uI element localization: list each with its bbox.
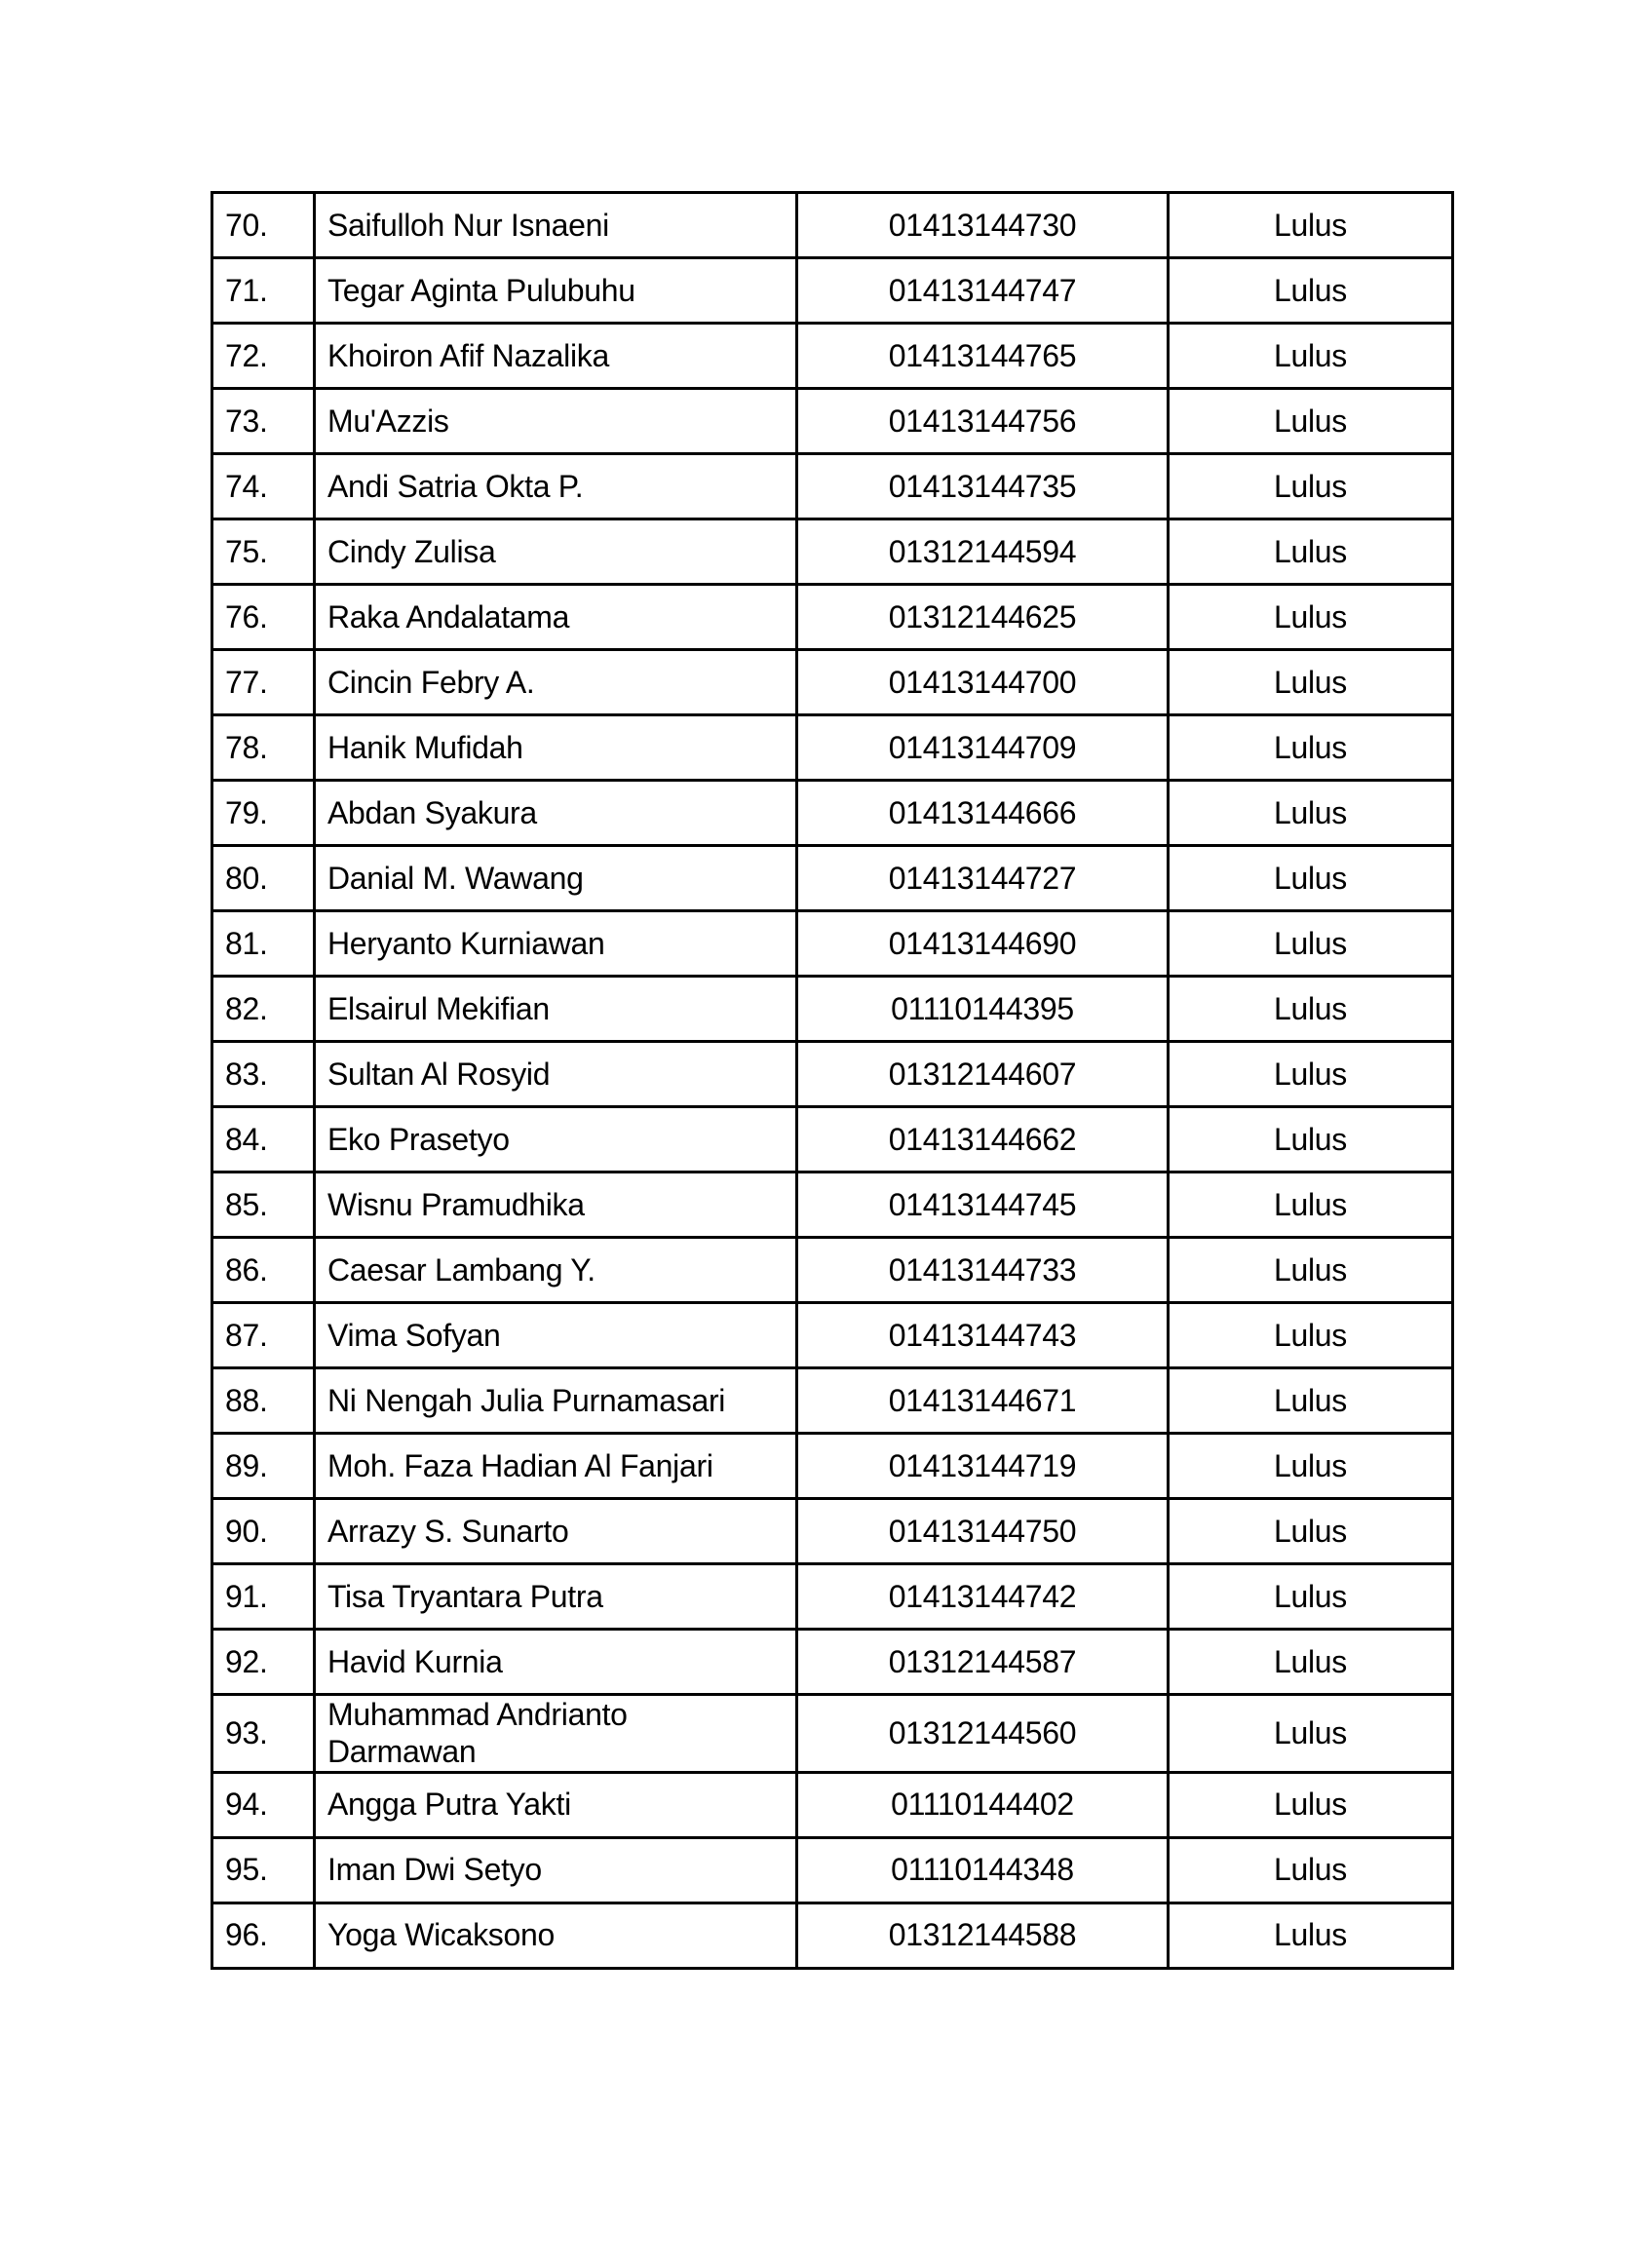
row-number: 95. xyxy=(212,1837,315,1903)
student-name xyxy=(315,1695,797,1773)
table-row xyxy=(212,324,1453,389)
table-row xyxy=(212,650,1453,715)
status: Lulus xyxy=(1169,911,1453,977)
table-row xyxy=(212,1107,1453,1172)
student-name: Iman Dwi Setyo xyxy=(315,1837,797,1903)
student-name: Wisnu Pramudhika xyxy=(315,1172,797,1238)
status: Lulus xyxy=(1169,1630,1453,1695)
student-id: 01312144587 xyxy=(797,1630,1169,1695)
table-row xyxy=(212,1042,1453,1107)
table-row xyxy=(212,1303,1453,1368)
student-graduation-table xyxy=(211,191,1454,1970)
row-number: 80. xyxy=(212,846,315,911)
row-number: 93. xyxy=(212,1695,315,1773)
student-id: 01110144348 xyxy=(797,1837,1169,1903)
student-name-line-2: Darmawan xyxy=(327,1734,477,1770)
student-name: Andi Satria Okta P. xyxy=(315,454,797,519)
row-number: 89. xyxy=(212,1434,315,1499)
student-name: Tisa Tryantara Putra xyxy=(315,1564,797,1630)
student-id: 01413144765 xyxy=(797,324,1169,389)
status: Lulus xyxy=(1169,1368,1453,1434)
student-name: Mu'Azzis xyxy=(315,389,797,454)
table-row xyxy=(212,781,1453,846)
status: Lulus xyxy=(1169,389,1453,454)
status: Lulus xyxy=(1169,1903,1453,1968)
table-row xyxy=(212,1499,1453,1564)
status: Lulus xyxy=(1169,1042,1453,1107)
student-name: Havid Kurnia xyxy=(315,1630,797,1695)
status: Lulus xyxy=(1169,1434,1453,1499)
student-id: 01312144594 xyxy=(797,519,1169,585)
status: Lulus xyxy=(1169,258,1453,324)
table-row xyxy=(212,1837,1453,1903)
student-name: Elsairul Mekifian xyxy=(315,977,797,1042)
row-number: 96. xyxy=(212,1903,315,1968)
student-id: 01413144662 xyxy=(797,1107,1169,1172)
student-id: 01312144607 xyxy=(797,1042,1169,1107)
student-name: Raka Andalatama xyxy=(315,585,797,650)
student-name-line-1: Muhammad Andrianto xyxy=(327,1697,628,1732)
status: Lulus xyxy=(1169,1695,1453,1773)
table-row xyxy=(212,1564,1453,1630)
student-id: 01413144700 xyxy=(797,650,1169,715)
student-name: Tegar Aginta Pulubuhu xyxy=(315,258,797,324)
row-number: 79. xyxy=(212,781,315,846)
student-name: Cincin Febry A. xyxy=(315,650,797,715)
status: Lulus xyxy=(1169,1238,1453,1303)
row-number: 81. xyxy=(212,911,315,977)
table-row xyxy=(212,193,1453,258)
table-row xyxy=(212,519,1453,585)
student-name: Heryanto Kurniawan xyxy=(315,911,797,977)
student-id: 01413144671 xyxy=(797,1368,1169,1434)
table-row xyxy=(212,389,1453,454)
student-name: Yoga Wicaksono xyxy=(315,1903,797,1968)
student-name: Arrazy S. Sunarto xyxy=(315,1499,797,1564)
row-number: 70. xyxy=(212,193,315,258)
table-row xyxy=(212,585,1453,650)
row-number: 88. xyxy=(212,1368,315,1434)
student-id: 01413144730 xyxy=(797,193,1169,258)
student-id: 01413144742 xyxy=(797,1564,1169,1630)
student-id: 01413144690 xyxy=(797,911,1169,977)
status: Lulus xyxy=(1169,324,1453,389)
status: Lulus xyxy=(1169,193,1453,258)
row-number: 92. xyxy=(212,1630,315,1695)
student-id: 01413144756 xyxy=(797,389,1169,454)
row-number: 90. xyxy=(212,1499,315,1564)
row-number: 84. xyxy=(212,1107,315,1172)
status: Lulus xyxy=(1169,1303,1453,1368)
row-number: 74. xyxy=(212,454,315,519)
row-number: 86. xyxy=(212,1238,315,1303)
row-number: 85. xyxy=(212,1172,315,1238)
student-name: Sultan Al Rosyid xyxy=(315,1042,797,1107)
student-id: 01413144745 xyxy=(797,1172,1169,1238)
student-id: 01413144750 xyxy=(797,1499,1169,1564)
row-number: 73. xyxy=(212,389,315,454)
student-id: 01413144747 xyxy=(797,258,1169,324)
student-id: 01413144733 xyxy=(797,1238,1169,1303)
student-name: Danial M. Wawang xyxy=(315,846,797,911)
table-row xyxy=(212,1368,1453,1434)
student-id: 01413144709 xyxy=(797,715,1169,781)
student-id: 01312144625 xyxy=(797,585,1169,650)
student-name: Hanik Mufidah xyxy=(315,715,797,781)
row-number: 82. xyxy=(212,977,315,1042)
status: Lulus xyxy=(1169,1837,1453,1903)
student-name: Abdan Syakura xyxy=(315,781,797,846)
table-row xyxy=(212,1630,1453,1695)
student-id: 01312144560 xyxy=(797,1695,1169,1773)
status: Lulus xyxy=(1169,715,1453,781)
student-id: 01413144743 xyxy=(797,1303,1169,1368)
table-row xyxy=(212,715,1453,781)
row-number: 76. xyxy=(212,585,315,650)
status: Lulus xyxy=(1169,454,1453,519)
status: Lulus xyxy=(1169,781,1453,846)
student-name: Ni Nengah Julia Purnamasari xyxy=(315,1368,797,1434)
table-row xyxy=(212,1434,1453,1499)
row-number: 94. xyxy=(212,1772,315,1837)
row-number: 91. xyxy=(212,1564,315,1630)
table-row xyxy=(212,846,1453,911)
student-name: Moh. Faza Hadian Al Fanjari xyxy=(315,1434,797,1499)
student-name: Cindy Zulisa xyxy=(315,519,797,585)
student-name: Eko Prasetyo xyxy=(315,1107,797,1172)
student-name: Khoiron Afif Nazalika xyxy=(315,324,797,389)
table-row xyxy=(212,977,1453,1042)
status: Lulus xyxy=(1169,1172,1453,1238)
student-id: 01413144719 xyxy=(797,1434,1169,1499)
student-name: Caesar Lambang Y. xyxy=(315,1238,797,1303)
student-name: Angga Putra Yakti xyxy=(315,1772,797,1837)
status: Lulus xyxy=(1169,846,1453,911)
status: Lulus xyxy=(1169,977,1453,1042)
table-row xyxy=(212,258,1453,324)
status: Lulus xyxy=(1169,1107,1453,1172)
row-number: 77. xyxy=(212,650,315,715)
student-id: 01413144735 xyxy=(797,454,1169,519)
table-row xyxy=(212,911,1453,977)
row-number: 72. xyxy=(212,324,315,389)
student-id: 01110144402 xyxy=(797,1772,1169,1837)
row-number: 78. xyxy=(212,715,315,781)
status: Lulus xyxy=(1169,650,1453,715)
status: Lulus xyxy=(1169,519,1453,585)
row-number: 71. xyxy=(212,258,315,324)
student-id: 01312144588 xyxy=(797,1903,1169,1968)
row-number: 75. xyxy=(212,519,315,585)
student-name: Vima Sofyan xyxy=(315,1303,797,1368)
status: Lulus xyxy=(1169,1564,1453,1630)
status: Lulus xyxy=(1169,585,1453,650)
table-row xyxy=(212,1772,1453,1837)
student-name: Saifulloh Nur Isnaeni xyxy=(315,193,797,258)
table-row xyxy=(212,454,1453,519)
row-number: 83. xyxy=(212,1042,315,1107)
row-number: 87. xyxy=(212,1303,315,1368)
table-row xyxy=(212,1238,1453,1303)
status: Lulus xyxy=(1169,1772,1453,1837)
status: Lulus xyxy=(1169,1499,1453,1564)
student-id: 01413144666 xyxy=(797,781,1169,846)
student-id: 01413144727 xyxy=(797,846,1169,911)
student-id: 01110144395 xyxy=(797,977,1169,1042)
table-row xyxy=(212,1903,1453,1968)
table-row xyxy=(212,1172,1453,1238)
table-row xyxy=(212,1695,1453,1773)
